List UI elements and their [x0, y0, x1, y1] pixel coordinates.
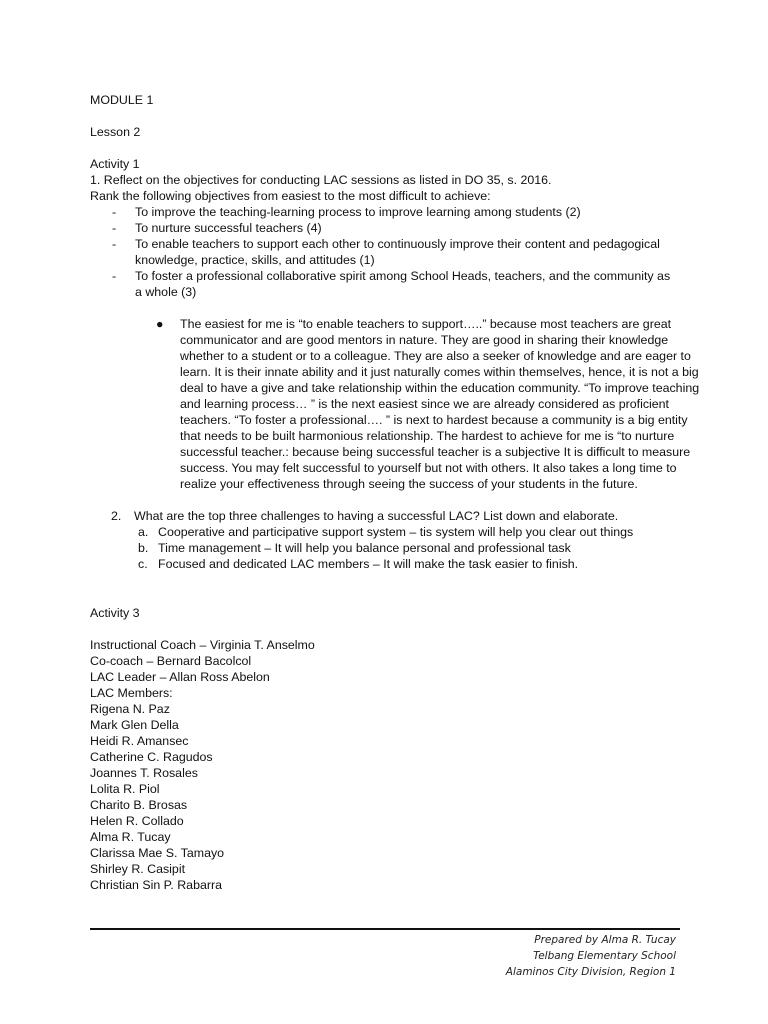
activity1-heading: Activity 1 [90, 157, 140, 171]
footer [506, 932, 676, 980]
module-heading: MODULE 1 [90, 93, 154, 107]
challenge-letter: a. [138, 525, 149, 539]
challenge-text: Cooperative and participative support system – tis system will help you clear out things [158, 525, 634, 539]
objective-item: - To foster a professional collaborative spirit among School Heads, teachers, and the community as a whole (3) [112, 268, 680, 300]
challenge-item [90, 540, 680, 556]
roster-line: Rigena N. Paz [90, 702, 170, 716]
objective-item: - To improve the teaching-learning process to improve learning among students (2) [112, 204, 680, 220]
objective-item: - To enable teachers to support each other to continuously improve their content and pedagogical knowledge, practice, skills, and attitudes (1) [112, 236, 680, 268]
roster-line: LAC Members: [90, 686, 173, 700]
roster-line: Helen R. Collado [90, 814, 184, 828]
roster-line: Lolita R. Piol [90, 782, 160, 796]
question-2 [90, 508, 680, 524]
roster-line: Clarissa Mae S. Tamayo [90, 846, 225, 860]
footer-divider [90, 928, 680, 930]
challenge-letter: c. [138, 557, 148, 571]
document-body [90, 92, 700, 893]
challenge-text: Time management – It will help you balance personal and professional task [158, 541, 571, 555]
footer-prepared-by: Prepared by Alma R. Tucay [534, 934, 676, 946]
roster-line: LAC Leader – Allan Ross Abelon [90, 670, 270, 684]
roster-line: Co-coach – Bernard Bacolcol [90, 654, 252, 668]
roster-line: Mark Glen Della [90, 718, 179, 732]
question-1: 1. Reflect on the objectives for conducting LAC sessions as listed in DO 35, s. 2016. [90, 173, 552, 187]
lesson-heading: Lesson 2 [90, 125, 141, 139]
activity3-heading: Activity 3 [90, 606, 140, 620]
reflection-bullet [150, 316, 700, 492]
roster-line: Alma R. Tucay [90, 830, 171, 844]
question-2-block [90, 508, 680, 572]
objectives-list [112, 204, 680, 300]
challenge-item [90, 556, 680, 572]
question-2-text: What are the top three challenges to having a successful LAC? List down and elaborate. [134, 509, 619, 523]
objective-item: - To nurture successful teachers (4) [112, 220, 680, 236]
challenge-text: Focused and dedicated LAC members – It will make the task easier to finish. [158, 557, 579, 571]
challenge-letter: b. [138, 541, 149, 555]
lac-roster [90, 637, 680, 893]
question-2-number: 2. [111, 509, 122, 523]
reflection-text: The easiest for me is “to enable teachers to support…..” because most teachers are great communicator and are good mentors in nature. They are good in sharing their knowledge whether to a student or to a colleague. They are also a seeker of knowledge and are eager to learn. It is their innate ability and it just naturally comes within themselves, hence, it is not a big deal to have a give and take relationship within the education community. “To improve teaching and learning process… ” is the next easiest since we are already considered as proficient teachers. “To foster a professional…. ” is next to hardest because a community is a big entity that needs to be built harmonious relationship. The hardest to achieve for me is “to nurture successful teacher.: because being successful teacher is a subjective It is difficult to measure success. You may felt successful to yourself but not with others. It also takes a long time to realize your effectiveness through seeing the success of your students in the future. [180, 317, 700, 491]
footer-school: Telbang Elementary School [533, 950, 676, 962]
roster-line: Shirley R. Casipit [90, 862, 186, 876]
bullet-icon: ● [156, 317, 164, 331]
roster-line: Charito B. Brosas [90, 798, 188, 812]
challenge-item [90, 524, 680, 540]
roster-line: Catherine C. Ragudos [90, 750, 213, 764]
footer-division: Alaminos City Division, Region 1 [505, 966, 676, 978]
rank-instruction: Rank the following objectives from easiest to the most difficult to achieve: [90, 189, 491, 203]
roster-line: Christian Sin P. Rabarra [90, 878, 223, 892]
roster-line: Heidi R. Amansec [90, 734, 189, 748]
roster-line: Instructional Coach – Virginia T. Anselmo [90, 638, 315, 652]
roster-line: Joannes T. Rosales [90, 766, 198, 780]
